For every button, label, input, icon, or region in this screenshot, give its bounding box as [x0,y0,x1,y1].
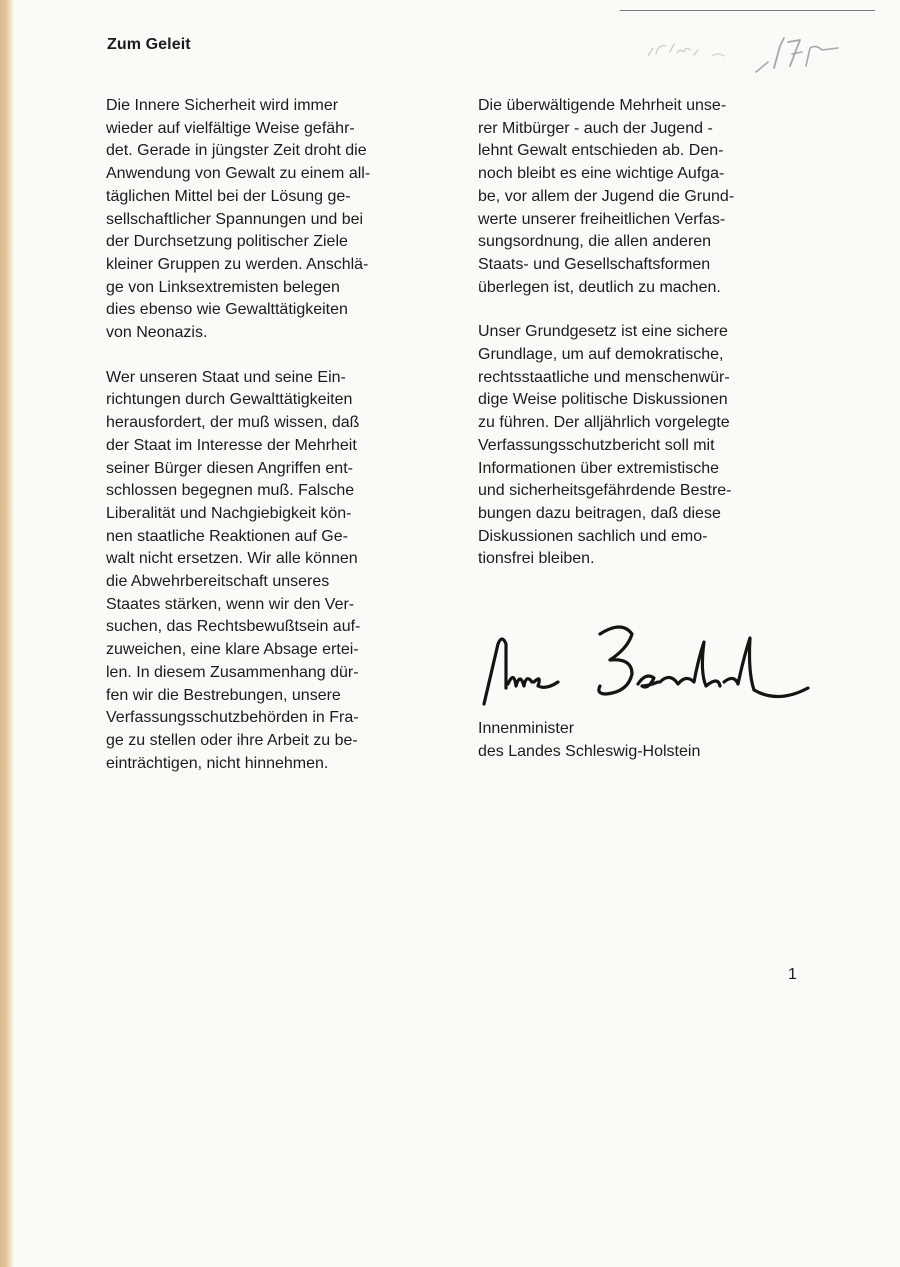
paragraph-grundgesetz: Unser Grundgesetz ist eine sichere Grundlage, um auf demokratische, rechtsstaatliche und menschenwür- dige Weise politische Diskussionen zu führen. Der alljährlich vorgelegte Verfassungsschutzbericht soll mit Informationen über extremistische und sicherheitsgefährdende Bestre- bungen dazu beitragen, daß diese Diskussionen sachlich und emo- tionsfrei bleiben. [478,323,732,568]
signatory-block [478,717,700,763]
page-number: 1 [788,966,797,983]
handwritten-pencil-note [640,22,860,78]
page-binding-edge [0,0,14,1267]
handwritten-signature [472,616,832,714]
signatory-title: Innenminister [478,720,575,737]
right-text-column [478,95,803,593]
paragraph-innere-sicherheit: Die Innere Sicherheit wird immer wieder auf vielfältige Weise gefähr- det. Gerade in jüngster Zeit droht die Anwendung von Gewalt zu einem all- täglichen Mittel bei der Lösung ge- sellschaftlicher Spannungen und bei der Durchsetzung politischer Ziele kleiner Gruppen zu werden. Anschlä- ge von Linksextremisten belegen dies ebenso wie Gewalttätigkeiten von Neonazis. [106,97,371,342]
paragraph-mehrheit: Die überwältigende Mehrheit unse- rer Mitbürger - auch der Jugend - lehnt Gewalt entschieden ab. Den- noch bleibt es eine wichtige Aufga- be, vor allem der Jugend die Grund- werte unserer freiheitlichen Verfas- sungsordnung, die allen anderen Staats- und Gesellschaftsformen überlegen ist, deutlich zu machen. [478,97,735,296]
left-text-column [106,95,426,797]
top-rule [620,10,875,11]
signatory-office: des Landes Schleswig-Holstein [478,743,701,760]
paragraph-gewalttaetigkeiten: Wer unseren Staat und seine Ein- richtungen durch Gewalttätigkeiten herausfordert, der muß wissen, daß der Staat im Interesse der Mehrheit seiner Bürger diesen Angriffen ent- schlossen begegnen muß. Falsche Liberalität und Nachgiebigkeit kön- nen staatliche Reaktionen auf Ge- walt nicht ersetzen. Wir alle können die Abwehrbereitschaft unseres Staates stärken, wenn wir den Ver- suchen, das Rechtsbewußtsein auf- zuweichen, eine klare Absage ertei- len. In diesem Zusammenhang dür- fen wir die Bestrebungen, unsere Verfassungsschutzbehörden in Fra- ge zu stellen oder ihre Arbeit zu be- einträchtigen, nicht hinnehmen. [106,368,361,772]
section-heading: Zum Geleit [107,36,191,53]
